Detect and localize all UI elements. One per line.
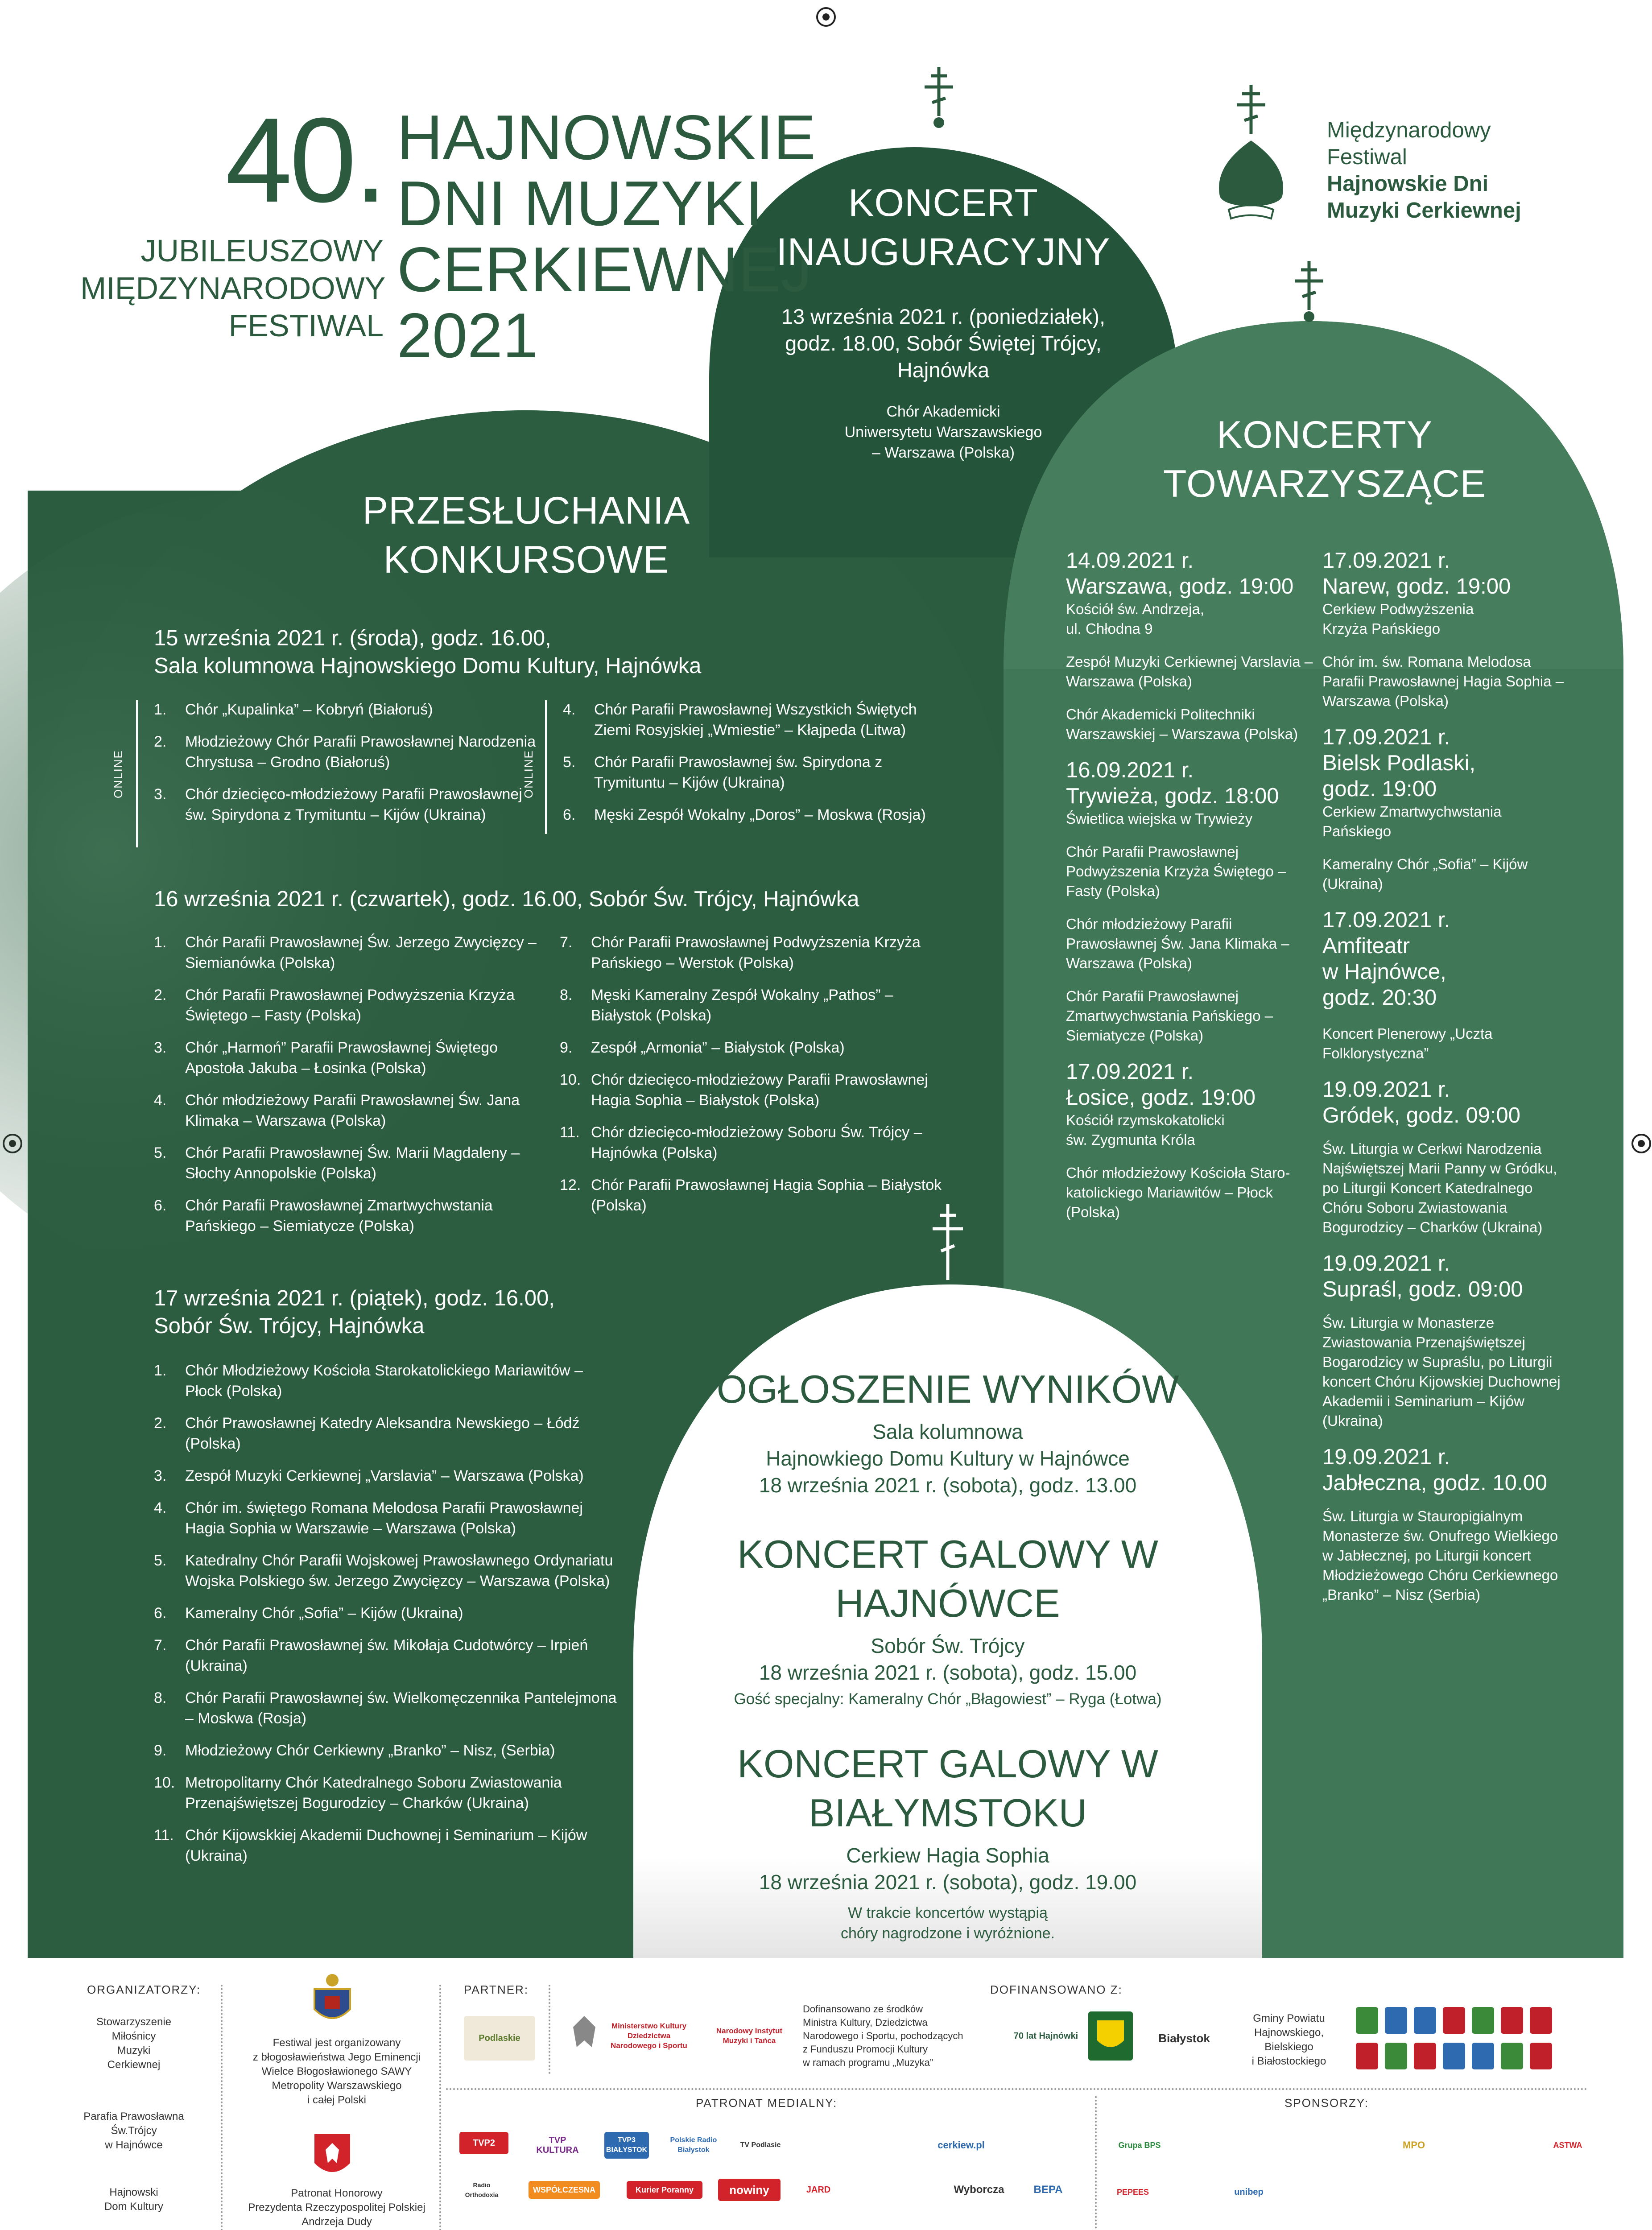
concert-place: Supraśl, godz. 09:00 xyxy=(1322,1277,1523,1301)
item-text: Chór Parafii Prawosławnej św. Spirydona z Trymituntu – Kijów (Ukraina) xyxy=(594,754,883,791)
item-text: Męski Zespół Wokalny „Doros” – Moskwa (Rosja) xyxy=(594,806,926,823)
item-number: 4. xyxy=(563,701,576,718)
item-text: Chór Prawosławnej Katedry Aleksandra Newskiego – Łódź (Polska) xyxy=(185,1415,580,1452)
concert-venue: Świetlica wiejska w Trywieży xyxy=(1066,810,1253,827)
list-item xyxy=(154,1688,622,1729)
item-text: Chór dziecięco-młodzieżowy Soboru Św. Trójcy – Hajnówka (Polska) xyxy=(591,1124,922,1161)
gala2-line2: 18 września 2021 r. (sobota), godz. 19.00 xyxy=(759,1871,1137,1894)
item-text: Chór Parafii Prawosławnej św. Wielkomęczennika Pantelejmona – Moskwa (Rosja) xyxy=(185,1689,617,1727)
cofinance-label: DOFINANSOWANO Z: xyxy=(990,1983,1123,1996)
item-text: Chór Parafii Prawosławnej Hagia Sophia – Białystok (Polska) xyxy=(591,1177,942,1214)
concert-choir: Św. Liturgia w Monasterze Zwiastowania Przenajświętszej Bogarodzicy w Supraślu, po Liturgii koncert Chóru Kijowskiej Duchownej Akademii i Seminarium – Kijów (Ukraina) xyxy=(1322,1314,1561,1429)
item-text: Zespół „Armonia” – Białystok (Polska) xyxy=(591,1039,845,1056)
day1-line2: Sala kolumnowa Hajnowskiego Domu Kultury, Hajnówka xyxy=(154,654,702,678)
footer-divider xyxy=(446,2088,1588,2090)
competition-title xyxy=(348,486,705,584)
bialystok-logo: Białystok xyxy=(1142,2016,1227,2061)
list-item xyxy=(154,784,537,825)
coat-of-arms-icon xyxy=(1443,2007,1465,2034)
media-label: PATRONAT MEDIALNY: xyxy=(696,2096,838,2110)
concert-entry xyxy=(1322,1077,1572,1237)
media-logo: nowiny xyxy=(718,2179,781,2201)
item-number: 4. xyxy=(154,1092,167,1109)
item-text: Młodzieżowy Chór Cerkiewny „Branko” – Nisz, (Serbia) xyxy=(185,1742,555,1759)
inaugural-info-line1: 13 września 2021 r. (poniedziałek), xyxy=(781,305,1106,328)
item-text: Męski Kameralny Zespół Wokalny „Pathos” – Białystok (Polska) xyxy=(591,987,893,1024)
shield-icon xyxy=(1095,2018,1126,2054)
footer-divider xyxy=(439,1985,441,2230)
logo-line4: Muzyki Cerkiewnej xyxy=(1327,198,1521,223)
hajnowka-70-logo: 70 lat Hajnówki xyxy=(1012,2007,1079,2065)
concert-venue: Kościół rzymskokatolicki św. Zygmunta Króla xyxy=(1066,1112,1225,1148)
concert-choir: Chór młodzieżowy Kościoła Staro-katolickiego Mariawitów – Płock (Polska) xyxy=(1066,1165,1290,1220)
list-item xyxy=(154,1498,622,1539)
concert-place: Narew, godz. 19:00 xyxy=(1322,574,1511,599)
day3-line1: 17 września 2021 r. (piątek), godz. 16.00, xyxy=(154,1286,555,1310)
item-number: 9. xyxy=(560,1039,573,1056)
item-number: 6. xyxy=(154,1197,167,1214)
podlaskie-logo: Podlaskie xyxy=(464,2016,535,2061)
header-title-line2: DNI MUZYKI xyxy=(397,168,763,239)
list-item xyxy=(560,1070,952,1111)
item-number: 3. xyxy=(154,786,167,803)
organizers-label: ORGANIZATORZY: xyxy=(87,1983,201,1996)
item-text: Chór Parafii Prawosławnej Św. Marii Magdaleny – Słochy Annopolskie (Polska) xyxy=(185,1144,520,1182)
media-logo: TVP2 xyxy=(459,2132,508,2154)
gala1-title: KONCERT GALOWY W HAJNÓWCE xyxy=(737,1532,1158,1625)
item-text: Chór Parafii Prawosławnej Św. Jerzego Zwycięzcy – Siemianówka (Polska) xyxy=(185,934,537,971)
item-number: 11. xyxy=(560,1124,580,1141)
concert-place: Trywieża, godz. 18:00 xyxy=(1066,784,1279,808)
item-text: Chór im. świętego Romana Melodosa Parafii Prawosławnej Hagia Sophia w Warszawie – Warszawa (Polska) xyxy=(185,1499,583,1537)
polish-eagle-icon xyxy=(312,2132,352,2181)
header-title-line3: CERKIEWNEJ xyxy=(397,234,812,305)
coat-of-arms-icon xyxy=(1385,2007,1407,2034)
list-item xyxy=(563,699,955,740)
coat-of-arms-icon xyxy=(1530,2007,1552,2034)
list-item xyxy=(560,1175,952,1216)
item-number: 8. xyxy=(560,987,573,1004)
item-number: 7. xyxy=(560,934,573,951)
list-item xyxy=(154,1143,551,1184)
concert-place: Gródek, godz. 09:00 xyxy=(1322,1103,1521,1127)
list-item xyxy=(560,932,952,973)
sponsor-logo: unibep xyxy=(1222,2183,1276,2201)
day3-line2: Sobór Św. Trójcy, Hajnówka xyxy=(154,1314,425,1338)
header-big-number: 40. xyxy=(225,93,385,227)
list-item xyxy=(154,1772,622,1813)
sponsor-logo: MPO xyxy=(1396,2134,1432,2156)
gala1-guest: Gość specjalny: Kameralny Chór „Błagowiest” – Ryga (Łotwa) xyxy=(734,1690,1162,1708)
footer xyxy=(0,1958,1652,2230)
list-item xyxy=(154,1550,622,1591)
concert-entry xyxy=(1322,1251,1572,1431)
item-number: 2. xyxy=(154,1415,167,1432)
concert-place: Amfiteatr w Hajnówce, godz. 20:30 xyxy=(1322,934,1446,1010)
list-item xyxy=(563,752,955,793)
item-number: 2. xyxy=(154,987,167,1004)
concert-entry xyxy=(1322,907,1572,1063)
item-text: Metropolitarny Chór Katedralnego Soboru Zwiastowania Przenajświętszej Bogurodzicy – Charków (Ukraina) xyxy=(185,1774,562,1812)
logo-line3: Hajnowskie Dni xyxy=(1327,172,1489,196)
media-logo: TVP3 BIAŁYSTOK xyxy=(604,2132,649,2159)
gala1-line1: Sobór Św. Trójcy xyxy=(871,1634,1025,1657)
item-text: Zespół Muzyki Cerkiewnej „Varslavia” – Warszawa (Polska) xyxy=(185,1467,584,1484)
coat-of-arms-icon xyxy=(1530,2043,1552,2069)
inaugural-title-line2: INAUGURACYJNY xyxy=(776,231,1111,273)
concert-place: Łosice, godz. 19:00 xyxy=(1066,1086,1256,1110)
day1-list-left xyxy=(154,699,537,837)
concert-date: 19.09.2021 r. xyxy=(1322,1078,1450,1102)
list-item xyxy=(563,805,955,825)
patron-text: Festiwal jest organizowany z błogosławieństwa Jego Eminencji Wielce Błogosławionego SAWY Metropolity Warszawskiego i całej Polski xyxy=(252,2037,421,2106)
gala2-note1: W trakcie koncertów wystąpią xyxy=(848,1904,1048,1921)
organizer-2: Parafia Prawosławna Św.Trójcy w Hajnówce xyxy=(83,2110,184,2151)
concert-place: Warszawa, godz. 19:00 xyxy=(1066,574,1294,599)
accompanying-title xyxy=(1124,410,1525,508)
header-sub-line2: MIĘDZYNARODOWY xyxy=(80,271,386,306)
item-number: 4. xyxy=(154,1499,167,1516)
inaugural-info-line2: godz. 18.00, Sobór Świętej Trójcy, xyxy=(785,331,1102,355)
accompanying-right-column xyxy=(1322,548,1572,1605)
concert-date: 16.09.2021 r. xyxy=(1066,758,1194,782)
header-sub-line3: FESTIWAL xyxy=(228,308,384,343)
concert-place: Jabłeczna, godz. 10.00 xyxy=(1322,1471,1547,1495)
sponsor-logo: PEPEES xyxy=(1106,2183,1160,2201)
item-number: 6. xyxy=(154,1605,167,1622)
item-number: 9. xyxy=(154,1742,167,1759)
concert-date: 19.09.2021 r. xyxy=(1322,1445,1450,1469)
item-text: Chór Parafii Prawosławnej Podwyższenia Krzyża Pańskiego – Werstok (Polska) xyxy=(591,934,921,971)
item-number: 3. xyxy=(154,1039,167,1056)
media-logo: Kurier Poranny xyxy=(627,2181,702,2199)
media-logo: cerkiew.pl xyxy=(928,2132,995,2159)
item-text: Chór Kijowskkiej Akademii Duchownej i Seminarium – Kijów (Ukraina) xyxy=(185,1827,587,1864)
concert-choir: Chór Parafii Prawosławnej Zmartwychwstania Pańskiego – Siemiatycze (Polska) xyxy=(1066,988,1273,1044)
day2-line1: 16 września 2021 r. (czwartek), godz. 16.00, Sobór Św. Trójcy, Hajnówka xyxy=(154,887,859,911)
sponsor-logo: Grupa BPS xyxy=(1106,2134,1173,2156)
day1-line1: 15 września 2021 r. (środa), godz. 16.00, xyxy=(154,626,551,650)
gala2-line1: Cerkiew Hagia Sophia xyxy=(846,1844,1049,1867)
header-sub-line1: JUBILEUSZOWY xyxy=(140,233,384,268)
list-item xyxy=(154,1090,551,1131)
list-item xyxy=(154,985,551,1026)
gala1-line2: 18 września 2021 r. (sobota), godz. 15.00 xyxy=(759,1661,1137,1684)
list-item xyxy=(154,731,537,772)
item-number: 2. xyxy=(154,733,167,750)
item-text: Chór Młodzieżowy Kościoła Starokatolickiego Mariawitów – Płock (Polska) xyxy=(185,1362,583,1400)
list-item xyxy=(154,1466,622,1486)
organizer-3: Hajnowski Dom Kultury xyxy=(104,2186,164,2213)
logo-line2: Festiwal xyxy=(1327,145,1407,169)
item-text: Kameralny Chór „Sofia” – Kijów (Ukraina) xyxy=(185,1605,463,1622)
header-title-line4: 2021 xyxy=(397,300,538,371)
item-text: Katedralny Chór Parafii Wojskowej Prawosławnego Ordynariatu Wojska Polskiego św. Jerzego Zwycięzcy – Warszawa (Polska) xyxy=(185,1552,613,1590)
media-logo: Radio Orthodoxia xyxy=(459,2179,504,2201)
list-item xyxy=(154,1825,622,1866)
competition-day1 xyxy=(154,624,1001,680)
header-title-line1: HAJNOWSKIE xyxy=(397,102,816,173)
concert-choir: Chór Parafii Prawosławnej Podwyższenia Krzyża Świętego – Fasty (Polska) xyxy=(1066,843,1286,899)
results-line2: Hajnowkiego Domu Kultury w Hajnówce xyxy=(766,1447,1130,1470)
media-logo: TV Podlasie xyxy=(736,2132,785,2159)
concert-date: 14.09.2021 r. xyxy=(1066,549,1194,573)
organizer-1: Stowarzyszenie Miłośnicy Muzyki Cerkiewnej xyxy=(96,2016,172,2071)
concert-choir: Chór młodzieżowy Parafii Prawosławnej Św. Jana Klimaka – Warszawa (Polska) xyxy=(1066,916,1289,971)
list-item xyxy=(154,932,551,973)
accompanying-title-line1: KONCERTY xyxy=(1216,413,1433,456)
nimit-logo: Narodowy Instytut Muzyki i Tańca xyxy=(705,2011,794,2061)
media-logo: Polskie Radio Białystok xyxy=(667,2132,720,2159)
media-logo: BEPA xyxy=(1021,2176,1075,2203)
concert-venue: Kościół św. Andrzeja, ul. Chłodna 9 xyxy=(1066,601,1204,637)
item-text: Chór dziecięco-młodzieżowy Parafii Prawosławnej Hagia Sophia – Białystok (Polska) xyxy=(591,1071,928,1109)
church-coat-of-arms-icon xyxy=(308,1971,357,2029)
day1-online-bar-right xyxy=(545,700,547,834)
orthodox-cross-icon xyxy=(1291,261,1327,328)
inaugural-choir-line1: Chór Akademicki xyxy=(886,403,1000,420)
concert-date: 17.09.2021 r. xyxy=(1066,1060,1194,1084)
list-item xyxy=(154,1603,622,1623)
item-number: 10. xyxy=(560,1071,581,1088)
ministry-logo: Ministerstwo Kultury Dziedzictwa Narodowego i Sportu xyxy=(609,2011,689,2061)
concert-choir: Zespół Muzyki Cerkiewnej Varslavia – Warszawa (Polska) xyxy=(1066,653,1313,690)
logo-line1: Międzynarodowy xyxy=(1327,118,1491,142)
item-number: 5. xyxy=(154,1144,167,1161)
coat-of-arms-icon xyxy=(1356,2007,1378,2034)
inaugural-choir-line2: Uniwersytetu Warszawskiego xyxy=(844,424,1042,441)
gminy-text: Gminy Powiatu Hajnowskiego, Bielskiego i Białostockiego xyxy=(1251,2012,1326,2067)
item-number: 6. xyxy=(563,806,576,823)
item-number: 1. xyxy=(154,1362,167,1379)
item-number: 11. xyxy=(154,1827,174,1844)
item-number: 12. xyxy=(560,1177,581,1193)
item-number: 5. xyxy=(154,1552,167,1569)
festival-logo-text xyxy=(1327,117,1521,224)
day1-online-label-left: ONLINE xyxy=(112,750,125,798)
sponsor-logo: ASTWA xyxy=(1543,2134,1592,2156)
coat-of-arms-icon xyxy=(1472,2043,1494,2069)
list-item xyxy=(154,1413,622,1454)
hajnowka-coat-of-arms xyxy=(1088,2011,1133,2061)
partner-label: PARTNER: xyxy=(464,1983,529,1996)
competition-title-line2: KONKURSOWE xyxy=(383,538,669,581)
sponsors-label: SPONSORZY: xyxy=(1284,2096,1369,2110)
coat-of-arms-icon xyxy=(1443,2043,1465,2069)
list-item xyxy=(154,1360,622,1401)
list-item xyxy=(154,1740,622,1761)
concert-choir: Św. Liturgia w Cerkwi Narodzenia Najświętszej Marii Panny w Gródku, po Liturgii Koncert Katedralnego Chóru Soboru Zwiastowania Bogurodzicy – Charków (Ukraina) xyxy=(1322,1140,1557,1235)
item-text: Chór Parafii Prawosławnej Zmartwychwstania Pańskiego – Siemiatycze (Polska) xyxy=(185,1197,493,1235)
coat-of-arms-icon xyxy=(1414,2043,1436,2069)
item-text: Chór Parafii Prawosławnej Podwyższenia Krzyża Świętego – Fasty (Polska) xyxy=(185,987,515,1024)
festival-logo-icon xyxy=(1211,85,1291,236)
competition-day3 xyxy=(154,1284,689,1340)
media-logo: TVP KULTURA xyxy=(529,2132,586,2159)
item-number: 10. xyxy=(154,1774,175,1791)
item-number: 5. xyxy=(563,754,576,771)
item-number: 8. xyxy=(154,1689,167,1706)
honor-patron-text: Patronat Honorowy Prezydenta Rzeczypospolitej Polskiej Andrzeja Dudy xyxy=(248,2187,425,2228)
item-number: 1. xyxy=(154,934,167,951)
list-item xyxy=(154,699,537,720)
footer-divider xyxy=(549,1985,550,2074)
concert-venue: Cerkiew Zmartwychwstania Pańskiego xyxy=(1322,803,1502,839)
accompanying-title-line2: TOWARZYSZĄCE xyxy=(1163,463,1486,505)
item-number: 1. xyxy=(154,701,167,718)
concert-choir: Chór Akademicki Politechniki Warszawskiej – Warszawa (Polska) xyxy=(1066,706,1298,742)
list-item xyxy=(154,1037,551,1078)
inaugural-choir-line3: – Warszawa (Polska) xyxy=(872,444,1015,461)
footer-divider xyxy=(221,1985,223,2230)
concert-entry xyxy=(1322,548,1572,711)
concert-venue: Cerkiew Podwyższenia Krzyża Pańskiego xyxy=(1322,601,1474,637)
item-text: Chór młodzieżowy Parafii Prawosławnej Św. Jana Klimaka – Warszawa (Polska) xyxy=(185,1092,520,1129)
day2-list-right xyxy=(560,932,952,1227)
concert-entry xyxy=(1066,757,1316,1045)
concert-choir: Św. Liturgia w Stauropigialnym Monasterze św. Onufrego Wielkiego w Jabłecznej, po Liturgii koncert Młodzieżowego Chóru Cerkiewnego „Branko” – Nisz (Serbia) xyxy=(1322,1508,1558,1603)
concert-date: 17.09.2021 r. xyxy=(1322,725,1450,749)
gala2-title: KONCERT GALOWY W BIAŁYMSTOKU xyxy=(737,1742,1158,1835)
concert-place: Bielsk Podlaski, godz. 19:00 xyxy=(1322,751,1476,801)
cofinance-text: Dofinansowano ze środków Ministra Kultury, Dziedzictwa Narodowego i Sportu, pochodzących z Funduszu Promocji Kultury w ramach programu „Muzyka” xyxy=(803,2003,963,2068)
list-item xyxy=(560,985,952,1026)
day2-list-left xyxy=(154,932,551,1248)
coat-of-arms-icon xyxy=(1414,2007,1436,2034)
list-item xyxy=(154,1195,551,1236)
list-item xyxy=(560,1122,952,1163)
coat-of-arms-icon xyxy=(1472,2007,1494,2034)
concert-date: 19.09.2021 r. xyxy=(1322,1251,1450,1276)
results-line3: 18 września 2021 r. (sobota), godz. 13.00 xyxy=(759,1474,1137,1497)
item-text: Chór Parafii Prawosławnej św. Mikołaja Cudotwórcy – Irpień (Ukraina) xyxy=(185,1637,588,1674)
list-item xyxy=(154,1635,622,1676)
list-item xyxy=(560,1037,952,1058)
day1-online-bar-left xyxy=(136,700,138,847)
item-text: Chór dziecięco-młodzieżowy Parafii Prawosławnej św. Spirydona z Trymituntu – Kijów (Ukraina) xyxy=(185,786,522,823)
coat-of-arms-icon xyxy=(1501,2007,1523,2034)
polish-eagle-icon xyxy=(564,2011,604,2061)
header-subtitle xyxy=(80,232,384,344)
gminy-coats-of-arms xyxy=(1356,2007,1588,2074)
orthodox-cross-icon xyxy=(921,67,957,134)
accompanying-left-column xyxy=(1066,548,1316,1222)
concert-choir: Koncert Plenerowy „Uczta Folklorystyczna” xyxy=(1322,1025,1493,1061)
item-text: Chór „Harmoń” Parafii Prawosławnej Świętego Apostoła Jakuba – Łosinka (Polska) xyxy=(185,1039,498,1077)
day1-online-label-right: ONLINE xyxy=(522,750,535,798)
item-text: Młodzieżowy Chór Parafii Prawosławnej Narodzenia Chrystusa – Grodno (Białoruś) xyxy=(185,733,536,771)
item-text: Chór Parafii Prawosławnej Wszystkich Świętych Ziemi Rosyjskiej „Wmiestie” – Kłajpeda (Litwa) xyxy=(594,701,917,739)
concert-entry xyxy=(1066,1059,1316,1222)
item-number: 7. xyxy=(154,1637,167,1654)
concert-date: 17.09.2021 r. xyxy=(1322,549,1450,573)
media-logo: JARD xyxy=(794,2179,843,2201)
day3-list xyxy=(154,1360,622,1878)
concert-entry xyxy=(1066,548,1316,744)
concert-choir: Kameralny Chór „Sofia” – Kijów (Ukraina) xyxy=(1322,856,1528,892)
inaugural-section xyxy=(714,178,1173,463)
item-number: 3. xyxy=(154,1467,167,1484)
inaugural-info-line3: Hajnówka xyxy=(897,358,990,382)
media-logo: WSPÓŁCZESNA xyxy=(529,2181,600,2199)
concert-entry xyxy=(1322,1444,1572,1605)
footer-divider xyxy=(1095,2096,1097,2230)
item-text: Chór „Kupalinka” – Kobryń (Białoruś) xyxy=(185,701,433,718)
inaugural-title-line1: KONCERT xyxy=(848,182,1038,224)
coat-of-arms-icon xyxy=(1385,2043,1407,2069)
results-section xyxy=(642,1365,1253,1944)
results-title: OGŁOSZENIE WYNIKÓW xyxy=(716,1367,1179,1411)
concert-choir: Chór im. św. Romana Melodosa Parafii Prawosławnej Hagia Sophia – Warszawa (Polska) xyxy=(1322,653,1564,709)
results-line1: Sala kolumnowa xyxy=(872,1420,1023,1443)
competition-title-line1: PRZESŁUCHANIA xyxy=(362,489,690,532)
concert-date: 17.09.2021 r. xyxy=(1322,908,1450,932)
concert-entry xyxy=(1322,724,1572,894)
coat-of-arms-icon xyxy=(1356,2043,1378,2069)
media-logo: Wyborcza xyxy=(946,2179,1012,2201)
gala2-note2: chóry nagrodzone i wyróżnione. xyxy=(840,1925,1055,1942)
coat-of-arms-icon xyxy=(1501,2043,1523,2069)
day1-list-right xyxy=(563,699,955,837)
